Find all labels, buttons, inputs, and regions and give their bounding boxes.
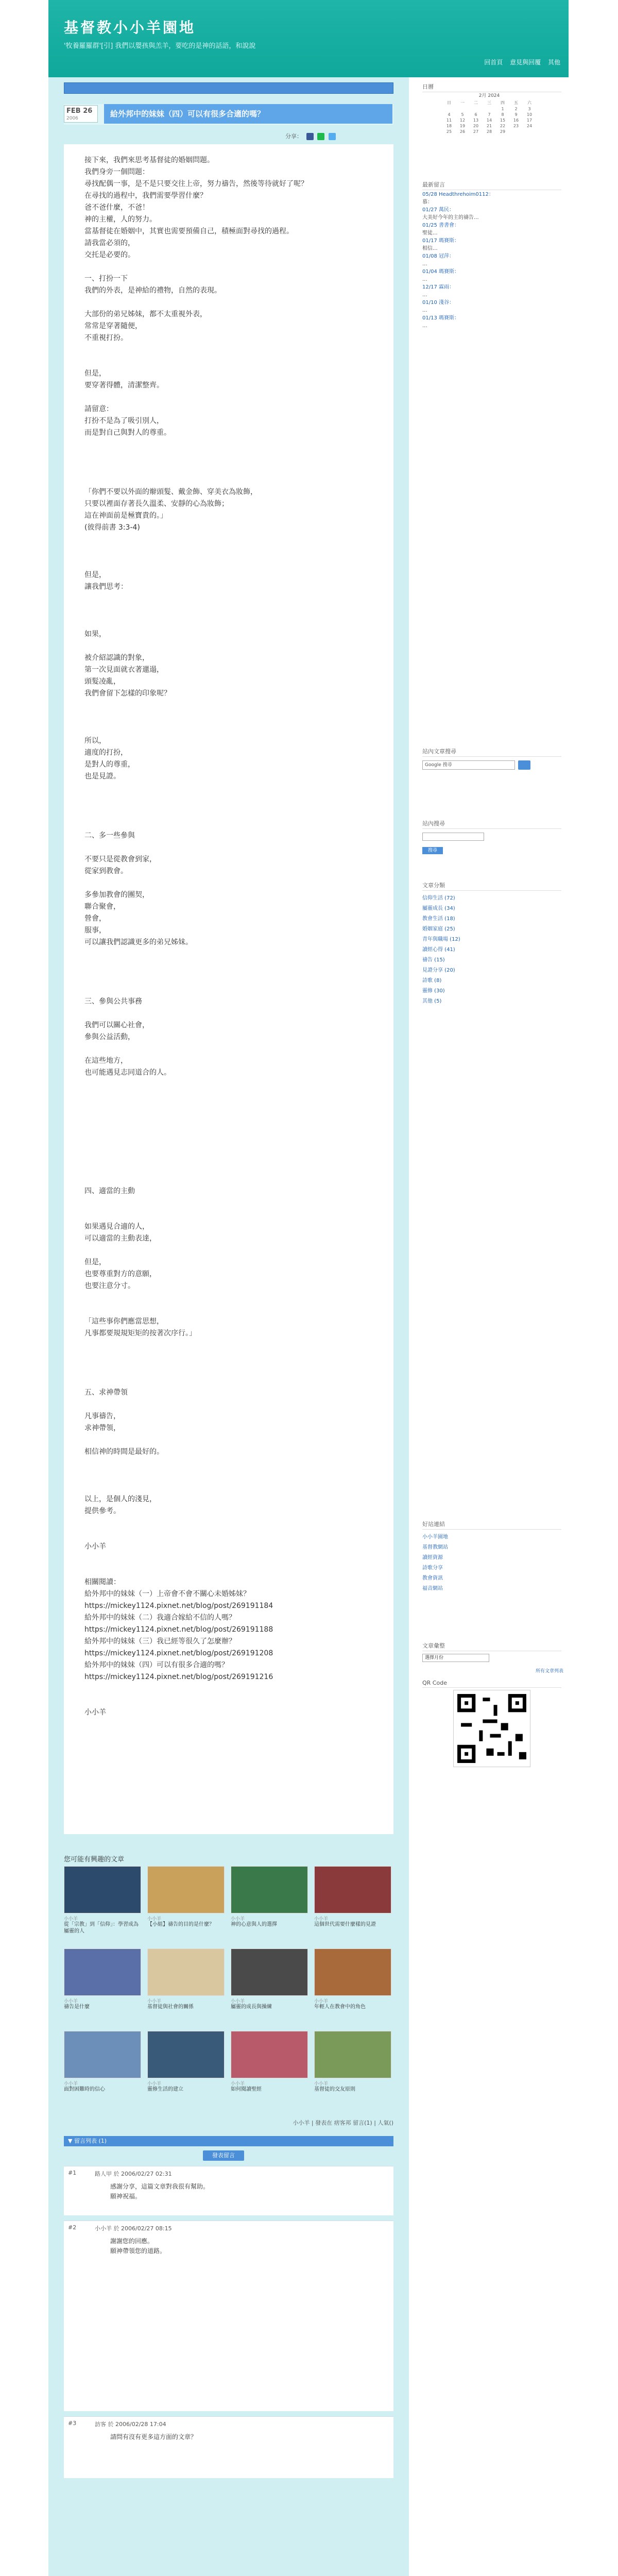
- related-article-thumbnail[interactable]: [231, 2031, 308, 2078]
- calendar-day[interactable]: 16: [513, 118, 519, 123]
- recent-comment-item[interactable]: ...: [422, 277, 427, 282]
- archive-title: 文章彙整: [422, 1641, 561, 1651]
- calendar-day[interactable]: 14: [486, 118, 492, 123]
- link-item[interactable]: 福音網站: [422, 1586, 443, 1591]
- calendar-day[interactable]: 17: [526, 118, 533, 123]
- calendar-day: [510, 129, 522, 134]
- keyword-search-button[interactable]: 搜尋: [422, 847, 443, 854]
- main-column: [48, 77, 409, 2576]
- related-article-card[interactable]: [314, 1866, 391, 1943]
- related-article-author: 小小羊: [314, 1917, 329, 1921]
- related-article-author: 小小羊: [147, 2081, 162, 2086]
- related-article-title[interactable]: 神的心意與人的選擇: [231, 1922, 277, 1927]
- category-item[interactable]: 其他 (5): [422, 998, 442, 1004]
- category-item[interactable]: 信仰生活 (72): [422, 895, 455, 901]
- recent-comment-item[interactable]: ...: [422, 308, 427, 313]
- calendar-weekday: 二: [474, 100, 478, 105]
- recent-comment-item[interactable]: 大美好今年的主的禱告...: [422, 215, 479, 221]
- search-title: 站內文章搜尋: [422, 747, 561, 757]
- related-article-title[interactable]: 年輕人在教會中的角色: [314, 2004, 366, 2010]
- related-grid: [64, 1866, 393, 2113]
- recent-comment-item[interactable]: 01/25 書書會：: [422, 223, 459, 228]
- calendar-weekday: 六: [527, 100, 531, 105]
- related-article-author: 小小羊: [314, 1999, 329, 2004]
- related-article-author: 小小羊: [64, 1999, 78, 2004]
- related-article-title[interactable]: 【小組】禱告的目的是什麼？: [147, 1922, 214, 1927]
- qr-title: QR Code: [422, 1680, 561, 1688]
- recent-comment-item[interactable]: ...: [422, 292, 427, 298]
- calendar: [443, 92, 536, 134]
- calendar-day[interactable]: 1: [501, 107, 504, 111]
- recent-comment-item[interactable]: 01/27 萬民：: [422, 207, 454, 213]
- related-article-author: 小小羊: [64, 1917, 78, 1921]
- site-title[interactable]: 基督教小小羊園地: [64, 19, 196, 36]
- calendar-day[interactable]: 6: [474, 112, 477, 117]
- comment-header: 小小羊 於 2006/02/27 08:15: [95, 2225, 172, 2232]
- comment-number: #3: [68, 2420, 77, 2427]
- calendar-day[interactable]: 27: [473, 129, 479, 134]
- related-article-title[interactable]: 面對困難時的信心: [64, 2087, 105, 2092]
- article-body: 接下來，我們來思考基督徒的婚姻問題。 我們身旁一個問題： 尋找配偶一事，是不是只要交往上帝，努力禱告，然後等待就好了呢？ 在尋找的過程中，我們需要學習什麼？ 爸不爸什麼，不爸！ 神的主權，人的努力。 當基督徒在婚姻中，其實也需要預備自己，積極面對尋找的過程。 請我當必須的， 交托是必要的。 一、打扮一下 我們的外表，是神給的禮物，自然的表現。 大部份的弟兄姊妹，都不太重視外表， 常常是穿著隨便， 不重視打扮。 但是， 要穿著得體，清潔整齊。 請留意： 打扮不是為了吸引別人， 而是對自己與對人的尊重。 「你們不要以外面的辮頭髮、戴金飾、穿美衣為妝飾， 只要以裡面存著長久溫柔、安靜的心為妝飾； 這在神面前是極寶貴的。」 (彼得前書 3:3-4) 但是， 讓我們思考： 如果， 被介紹認識的對象， 第一次見面就衣著邋遢， 頭髮凌亂， 我們會留下怎樣的印象呢？ 所以， 適度的打扮， 是對人的尊重， 也是見證。 二、多一些參與 不要只是從教會到家， 從家到教會。 多參加教會的團契， 聯合聚會， 營會， 服事， 可以讓我們認識更多的弟兄姊妹。 三、參與公共事務 我們可以關心社會， 參與公益活動， 在這些地方， 也可能遇見志同道合的人。 四、適當的主動 如果遇見合適的人， 可以適當的主動表達， 但是， 也要尊重對方的意願， 也要注意分寸。 「這些事你們應當思想， 凡事都要規規矩矩的按著次序行。」 五、求神帶領 凡事禱告， 求神帶領， 相信神的時間是最好的。 以上，是個人的淺見， 提供參考。 小小羊 相關閱讀： 給外邦中的妹妹（一）上帝會不會不關心未婚姊妹？ https://mickey1124.pixnet.net/blog/post/269191184 給外邦中的妹妹（二）我適合嫁給不信的人嗎？ https://mickey1124.pixnet.net/blog/post/269191188 給外邦中的妹妹（三）我已經等很久了怎麼辦？ https://mickey1124.pixnet.net/blog/post/269191208 給外邦中的妹妹（四）可以有很多合適的嗎？ https://mickey1124.pixnet.net/blog/post/269191216 小小羊: [64, 144, 393, 1834]
- calendar-weekday: 五: [514, 100, 518, 105]
- related-article-title[interactable]: 禱告是什麼: [64, 2004, 90, 2010]
- recent-comment-item[interactable]: 01/17 瑪賽斯：: [422, 238, 459, 244]
- related-article-author: 小小羊: [147, 1917, 162, 1921]
- related-article-card[interactable]: [147, 1948, 225, 2026]
- post-year: 2006: [66, 116, 78, 121]
- comment-header: 路人甲 於 2006/02/27 02:31: [95, 2171, 172, 2177]
- comments-bar[interactable]: ▼ 留言列表 (1): [64, 2136, 393, 2146]
- related-article-title[interactable]: 如何閱讀聖經: [231, 2087, 262, 2092]
- calendar-day[interactable]: 3: [528, 107, 531, 111]
- category-item[interactable]: 見證分享 (20): [422, 968, 455, 973]
- category-list: [422, 893, 561, 1007]
- related-article-author: 小小羊: [147, 1999, 162, 2004]
- comment-item: [64, 2221, 393, 2411]
- sidebar: [412, 77, 569, 2576]
- calendar-day[interactable]: 10: [526, 112, 533, 117]
- calendar-day[interactable]: 20: [473, 124, 479, 128]
- related-article-card[interactable]: [314, 1948, 391, 2026]
- google-search-input[interactable]: Google 搜尋: [422, 760, 515, 770]
- calendar-day[interactable]: 11: [446, 118, 452, 123]
- category-item[interactable]: 靈修 (30): [422, 988, 445, 994]
- recent-title: 最新留言: [422, 180, 561, 190]
- facebook-icon[interactable]: [306, 133, 314, 140]
- recent-comment-item[interactable]: 相信...: [422, 246, 438, 251]
- recent-comments-list: [422, 191, 561, 330]
- related-article-card[interactable]: [314, 2031, 391, 2108]
- comment-number: #2: [68, 2224, 77, 2231]
- recent-comment-item[interactable]: 聖徒...: [422, 230, 438, 236]
- calendar-day: [443, 107, 455, 111]
- related-article-thumbnail[interactable]: [147, 1948, 225, 1996]
- calendar-day: [483, 107, 495, 111]
- calendar-weekday: 四: [501, 100, 505, 105]
- search-button[interactable]: [518, 760, 530, 770]
- calendar-day[interactable]: 9: [514, 112, 518, 117]
- related-article-title[interactable]: 基督徒與社會的關係: [147, 2004, 194, 2010]
- calendar-day: [470, 107, 482, 111]
- calendar-day[interactable]: 26: [459, 129, 466, 134]
- qr-code-graphic: [454, 1690, 530, 1767]
- recent-comment-item[interactable]: ...: [422, 323, 427, 329]
- calendar-title: 日曆: [422, 82, 561, 92]
- comment-item: [64, 2166, 393, 2215]
- related-article-author: 小小羊: [64, 2081, 78, 2086]
- banner-links: [479, 58, 560, 66]
- related-title: 您可能有興趣的文章: [64, 1856, 125, 1863]
- comment-body: 感謝分享，這篇文章對我很有幫助。 願神祝福。: [110, 2183, 210, 2200]
- category-item[interactable]: 讀經心得 (41): [422, 947, 455, 953]
- twitter-icon[interactable]: [329, 133, 336, 140]
- related-article-card[interactable]: [147, 2031, 225, 2108]
- related-article-thumbnail[interactable]: [231, 1948, 308, 1996]
- comment-item: [64, 2416, 393, 2478]
- related-article-title[interactable]: 基督徒的交友原則: [314, 2087, 355, 2092]
- post-comment-button[interactable]: 發表留言: [203, 2150, 244, 2161]
- link-item[interactable]: 基督教網站: [422, 1545, 448, 1550]
- calendar-weekday: 一: [460, 100, 465, 105]
- category-item[interactable]: 詩歌 (8): [422, 978, 442, 984]
- comment-header: 訪客 於 2006/02/28 17:04: [95, 2421, 166, 2428]
- calendar-weekday: 三: [487, 100, 491, 105]
- all-posts-link[interactable]: 所有文章列表: [536, 1669, 564, 1674]
- calendar-day[interactable]: 2: [514, 107, 518, 111]
- related-article-card[interactable]: [231, 1866, 308, 1943]
- post-date: FEB 26: [66, 107, 93, 115]
- banner-link-home[interactable]: 回首頁: [484, 59, 503, 66]
- comment-number: #1: [68, 2170, 77, 2176]
- related-article-thumbnail[interactable]: [64, 2031, 141, 2078]
- related-article-thumbnail[interactable]: [314, 1948, 391, 1996]
- calendar-day[interactable]: 21: [486, 124, 492, 128]
- related-article-author: 小小羊: [314, 2081, 329, 2086]
- categories-title: 文章分類: [422, 881, 561, 891]
- banner-link-feedback[interactable]: 意見與回覆: [510, 59, 541, 66]
- comment-body: 請問有沒有更多這方面的文章？: [110, 2433, 197, 2441]
- site-subtitle: '牧養羅羅群'[引] 我們以嬰孩與羔羊，要吃的是神的話語，和說說: [64, 42, 256, 50]
- recent-comment-item[interactable]: 01/04 瑪賽斯：: [422, 269, 459, 275]
- calendar-day[interactable]: 28: [486, 129, 492, 134]
- related-article-thumbnail[interactable]: [64, 1948, 141, 1996]
- keyword-title: 站內搜尋: [422, 819, 561, 829]
- link-item[interactable]: 詩歌分享: [422, 1565, 443, 1571]
- calendar-day: [523, 129, 536, 134]
- line-icon[interactable]: [317, 133, 324, 140]
- calendar-day[interactable]: 13: [473, 118, 479, 123]
- related-article-title[interactable]: 靈修生活的建立: [147, 2087, 183, 2092]
- category-item[interactable]: 禱告 (15): [422, 957, 445, 963]
- link-item[interactable]: 讀經資源: [422, 1555, 443, 1561]
- related-article-title[interactable]: 從「宗教」到「信仰」：學習成為屬靈的人: [64, 1922, 139, 1934]
- calendar-weekday: 日: [447, 100, 451, 105]
- related-article-author: 小小羊: [231, 2081, 245, 2086]
- calendar-day[interactable]: 29: [500, 129, 506, 134]
- related-article-author: 小小羊: [231, 1917, 245, 1921]
- calendar-day[interactable]: 23: [513, 124, 519, 128]
- qr-code-image: [453, 1690, 530, 1767]
- recent-comment-item[interactable]: 01/10 淺谷：: [422, 300, 454, 306]
- related-article-thumbnail[interactable]: [314, 1866, 391, 1913]
- post-footer: 小小羊 | 發表在 痞客邦 留言(1) | 人氣(): [293, 2120, 393, 2126]
- calendar-day[interactable]: 24: [526, 124, 533, 128]
- share-row: [285, 132, 336, 140]
- nav-bar: [64, 82, 393, 94]
- link-item[interactable]: 小小羊園地: [422, 1534, 448, 1540]
- recent-comment-item[interactable]: 05/28 Headthrehoim0112：: [422, 192, 494, 197]
- related-article-card[interactable]: [64, 1866, 141, 1943]
- calendar-day[interactable]: 7: [488, 112, 491, 117]
- comment-body: 謝謝您的回應。 願神帶領您的道路。: [110, 2238, 166, 2255]
- link-item[interactable]: 教會資訊: [422, 1575, 443, 1581]
- post-title[interactable]: 給外邦中的妹妹（四）可以有很多合適的嗎？: [104, 104, 392, 124]
- keyword-input[interactable]: [422, 833, 484, 841]
- links-title: 好站連結: [422, 1520, 561, 1530]
- calendar-month: 2月 2024: [478, 93, 500, 98]
- calendar-day[interactable]: 5: [461, 112, 464, 117]
- archive-select[interactable]: 選擇月份: [422, 1654, 489, 1662]
- recent-comment-item[interactable]: ...: [422, 261, 427, 267]
- calendar-day[interactable]: 18: [446, 124, 452, 128]
- category-item[interactable]: 婚姻家庭 (25): [422, 926, 455, 932]
- calendar-day[interactable]: 25: [446, 129, 452, 134]
- calendar-day[interactable]: 19: [459, 124, 466, 128]
- calendar-day[interactable]: 4: [448, 112, 451, 117]
- recent-comment-item[interactable]: 01/08 冠萍：: [422, 253, 454, 259]
- related-article-thumbnail[interactable]: [314, 2031, 391, 2078]
- related-article-title[interactable]: 這個世代需要什麼樣的見證: [314, 1922, 376, 1927]
- calendar-day[interactable]: 8: [501, 112, 504, 117]
- related-article-thumbnail[interactable]: [231, 1866, 308, 1913]
- calendar-day[interactable]: 15: [500, 118, 506, 123]
- related-article-card[interactable]: [64, 2031, 141, 2108]
- recent-comment-item[interactable]: 01/13 瑪賽斯：: [422, 315, 459, 321]
- related-article-title[interactable]: 屬靈的成長與操練: [231, 2004, 272, 2010]
- banner-link-other[interactable]: 其他: [547, 59, 560, 66]
- related-article-card[interactable]: [147, 1866, 225, 1943]
- related-article-author: 小小羊: [231, 1999, 245, 2004]
- date-badge: [64, 105, 98, 123]
- related-article-thumbnail[interactable]: [64, 1866, 141, 1913]
- related-article-thumbnail[interactable]: [147, 1866, 225, 1913]
- site-banner: [48, 0, 569, 77]
- category-item[interactable]: 教會生活 (18): [422, 916, 455, 922]
- link-list: [422, 1532, 561, 1594]
- related-article-card[interactable]: [231, 1948, 308, 2026]
- related-article-card[interactable]: [64, 1948, 141, 2026]
- calendar-day[interactable]: 12: [459, 118, 466, 123]
- recent-comment-item[interactable]: 12/17 霖雨：: [422, 284, 454, 290]
- share-label: 分享：: [285, 133, 302, 140]
- related-article-card[interactable]: [231, 2031, 308, 2108]
- recent-comment-item[interactable]: 慕：: [422, 199, 433, 205]
- calendar-day: [456, 107, 469, 111]
- calendar-grid: [443, 100, 536, 134]
- category-item[interactable]: 青年與職場 (12): [422, 937, 460, 942]
- post-header: [64, 104, 393, 125]
- calendar-day[interactable]: 22: [500, 124, 506, 128]
- related-article-thumbnail[interactable]: [147, 2031, 225, 2078]
- category-item[interactable]: 屬靈成長 (34): [422, 906, 455, 911]
